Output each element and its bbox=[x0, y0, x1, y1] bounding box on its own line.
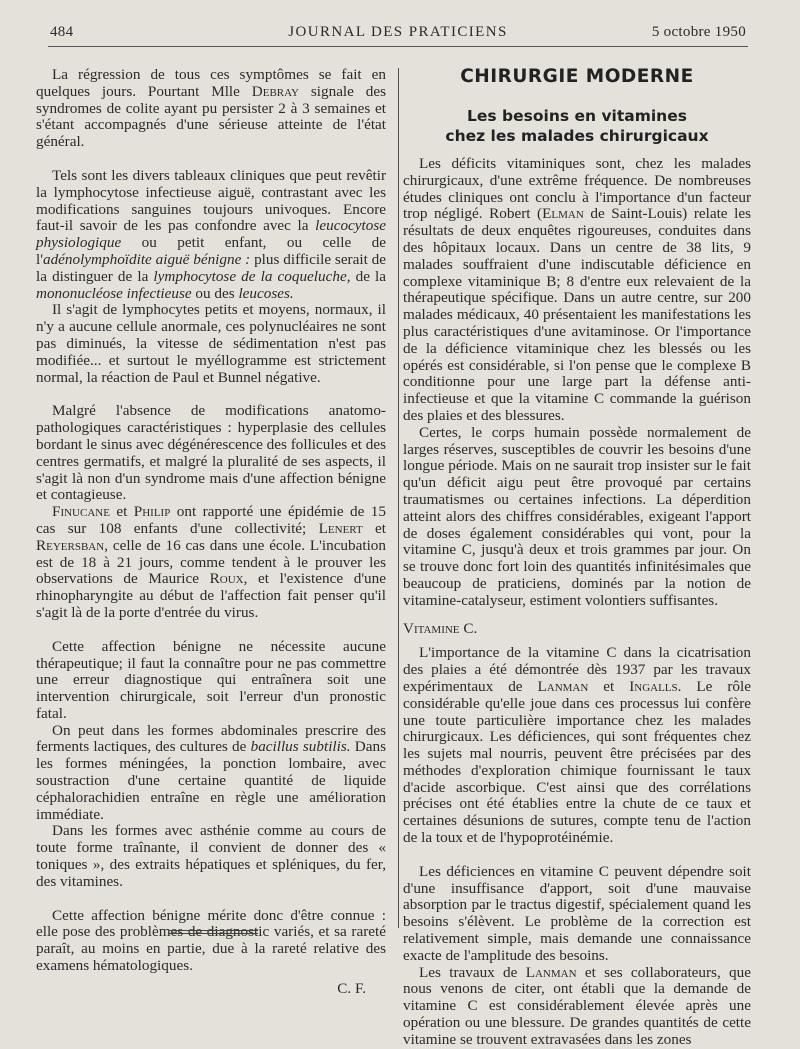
paragraph: L'importance de la vitamine C dans la cicatrisation des plaies a été démontrée dès 1937 par les travaux expérimentaux de Lanman et Ingalls. Le rôle considérable qu'elle joue dans ces processus lui confère une toute particulière importance chez les malades chirurgicaux. Les déficiences, qui sont fréquentes chez les sujets mal nourris, peuvent être précisées par des méthodes d'exploration chimique fournissant le taux d'acide ascorbique. C'est ainsi que des corrélations précises ont été établies entre la chute de ce taux et certaines désunions de sutures, compte tenu de l'action de la toux et de l'hypoprotéinémie. bbox=[403, 644, 751, 847]
paragraph: Les déficiences en vitamine C peuvent dépendre soit d'une insuffisance d'apport, soit d'une mauvaise absorption par le tractus digestif, spécialement quand les besoins s'élèvent. Le problème de la correction est relativement simple, mais demande une connaissance exacte de l'amplitude des besoins. bbox=[403, 862, 751, 964]
paragraph: Dans les formes avec asthénie comme au cours de toute forme traînante, il convient de donner des « toniques », des extraits hépatiques et spléniques, du fer, des vitamines. bbox=[36, 822, 386, 890]
running-header bbox=[50, 24, 746, 44]
paragraph: Malgré l'absence de modifications anatomo-pathologiques caractéristiques : hyperplasie des cellules bordant le sinus avec dégénérescence des follicules et des centres germatifs, et malgré la pluralité de ses aspects, il s'agit là non d'un syndrome mais d'une affection bénigne et contagieuse. bbox=[36, 402, 387, 504]
left-column bbox=[36, 67, 386, 998]
section-heading: CHIRURGIE MODERNE bbox=[460, 66, 694, 87]
paragraph: Cette affection bénigne mérite donc d'être connue : elle pose des problèmes de diagnostic variés, et sa rareté paraît, au moins en partie, due à la rareté relative des examens hématologiques. bbox=[36, 906, 386, 975]
author-name: Elman bbox=[542, 205, 584, 223]
paragraph: Les travaux de Lanman et ses collaborateurs, que nous venons de citer, ont établi que la demande de vitamine C est considérablement élevée après une opération ou une blessure. De grandes quantités de cette vitamine se trouvent extravasées dans les zones bbox=[403, 963, 751, 1048]
author-name: Roux bbox=[209, 570, 244, 588]
header-rule bbox=[48, 46, 748, 47]
article-title: Les besoins en vitamines chez les malades chirurgicaux bbox=[445, 107, 709, 145]
author-name: Lanman bbox=[537, 677, 589, 695]
author-name: Philip bbox=[133, 503, 171, 521]
paragraph: Certes, le corps humain possède normalement de larges réserves, susceptibles de couvrir les besoins d'une longue période. Mais on ne saurait trop insister sur le fait qu'un déficit aigu peut être provoqué par certains traumatismes ou certaines infections. La déperdition atteint alors des chiffres considérables, exigeant l'apport de doses également considérables qui vont, pour la vitamine C, jusqu'à deux et trois grammes par jour. On se trouve donc fort loin des quantités infinitésimales que beaucoup de praticiens, dominés par la notion de vitamine-catalyseur, estiment volontiers suffisantes. bbox=[403, 423, 751, 609]
paragraph: Tels sont les divers tableaux cliniques que peut revêtir la lymphocytose infectieuse aiguë, contrastant avec les modifications sanguines toujours univoques. Encore faut-il savoir de les pas confondre avec la leucocytose physiologique ou petit enfant, ou celle de l'adénolymphoïdite aiguë bénigne : plus difficile serait de la distinguer de la lymphocytose de la coqueluche, de la mononucléose infectieuse ou des leucoses. bbox=[36, 166, 387, 302]
paragraph: Les déficits vitaminiques sont, chez les malades chirurgicaux, d'une extrême fréquence. De nombreuses études cliniques ont conclu à l'importance d'un facteur trop négligé. Robert (Elman de Saint-Louis) relate les résultats de deux enquêtes rigoureuses, conduites dans des hôpitaux locaux. Dans un centre de 38 lits, 9 malades souffraient d'une indiscutable déficience en complexe vitaminique B; 8 d'entre eux relevaient de la thérapeutique spécifique. Dans un autre centre, sur 200 malades médicaux, 40 présentaient les manifestations les plus caractéristiques d'une avitaminose. Or l'importance de la déficience vitaminique chez les blessés ou les opérés est considérable, si l'on pense que le complexe B conditionne pour une large part la défense anti-infectieuse et que la vitamine C commande la guérison des plaies et des blessures. bbox=[403, 155, 752, 424]
signature: C. F. bbox=[337, 979, 366, 997]
column-divider bbox=[398, 68, 399, 928]
author-name: Debray bbox=[251, 82, 300, 100]
subheading: Vitamine C. bbox=[403, 619, 478, 637]
author-name: Lenert bbox=[318, 519, 363, 537]
paragraph: On peut dans les formes abdominales prescrire des ferments lactiques, des cultures de bacillus subtilis. Dans les formes méningées, la ponction lombaire, avec soustraction d'une certaine quantité de liquide céphalorachidien entraîne en règle une amélioration immédiate. bbox=[36, 721, 386, 823]
paragraph: Il s'agit de lymphocytes petits et moyens, normaux, il n'y a aucune cellule anormale, ces polynucléaires ne sont pas diminués, la vitesse de sédimentation n'est pas modifiée... et surtout le myéllogramme est strictement normal, la réaction de Paul et Bunnel négative. bbox=[36, 301, 386, 386]
page-number: 484 bbox=[50, 24, 74, 40]
author-name: Reyersban bbox=[36, 536, 105, 554]
author-name: Finucane bbox=[52, 503, 110, 521]
end-of-article-rule bbox=[168, 930, 258, 934]
right-column bbox=[403, 156, 751, 1049]
author-name: Lanman bbox=[525, 963, 577, 981]
author-name: Ingalls bbox=[629, 677, 678, 695]
paragraph: La régression de tous ces symptômes se fait en quelques jours. Pourtant Mlle Debray signale des syndromes de colite ayant pu persister 2 à 3 semaines et s'étant accompagnés d'une sérieuse atteinte de l'état général. bbox=[36, 66, 387, 151]
paragraph: Finucane et Philip ont rapporté une épidémie de 15 cas sur 108 enfants d'une collectivité; Lenert et Reyersban, celle de 16 cas dans une école. L'incubation est de 18 à 21 jours, comme tendent à le prouver les observations de Maurice Roux, et l'existence d'une rhinopharyngite au début de l'affection fait penser qu'il s'agit là de la porte d'entrée du virus. bbox=[36, 503, 386, 621]
issue-date: 5 octobre 1950 bbox=[651, 24, 746, 40]
paragraph: Cette affection bénigne ne nécessite aucune thérapeutique; il faut la connaître pour ne pas commettre une erreur diagnostique qui entraînera soit une intervention chirurgicale, soit l'erreur d'un pronostic fatal. bbox=[36, 637, 386, 722]
journal-title: JOURNAL DES PRATICIENS bbox=[288, 24, 508, 40]
